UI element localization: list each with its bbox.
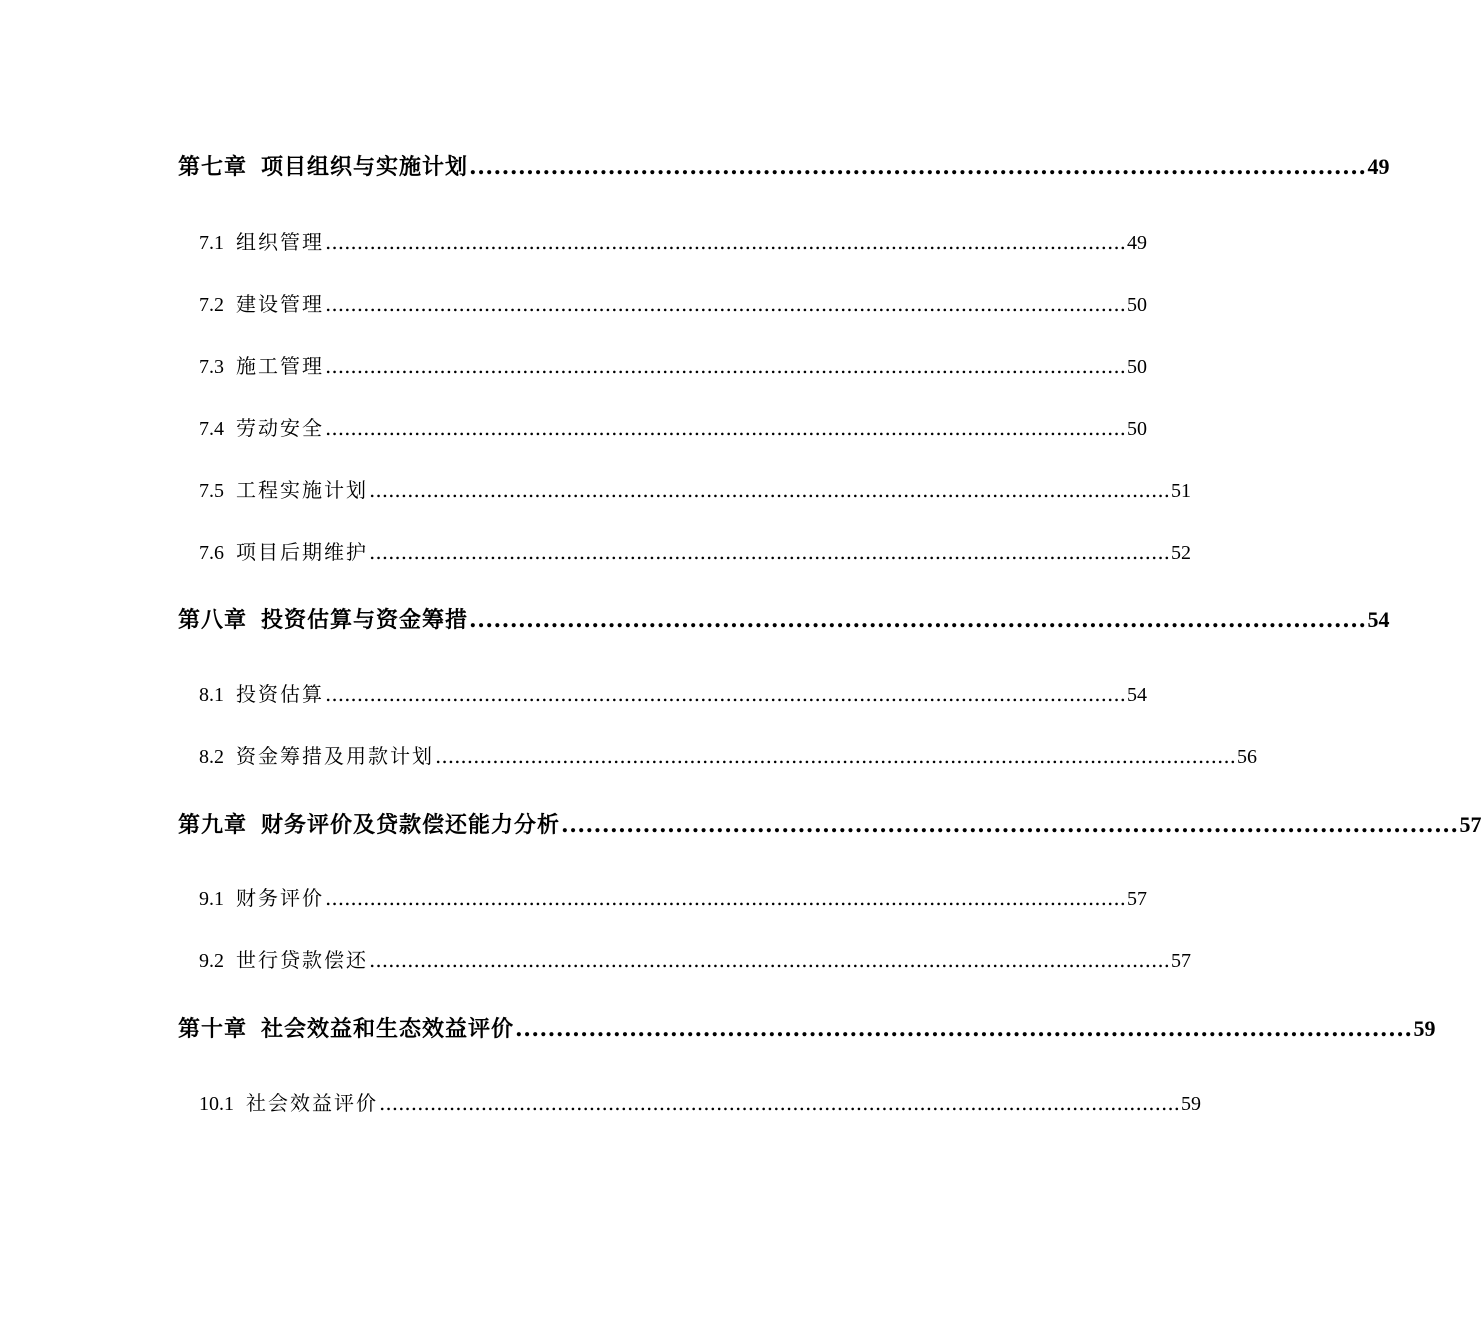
- section-number: 7.4: [199, 418, 224, 440]
- dot-leader: ..............................................................................................................................: [325, 354, 1127, 378]
- page-number: 50: [1127, 294, 1148, 316]
- section-number: 9.2: [199, 950, 224, 972]
- page-number: 57: [1171, 950, 1192, 972]
- section-title: 劳动安全: [236, 416, 324, 440]
- dot-leader: ..............................................................................................................................: [325, 292, 1127, 316]
- page-number: 57: [1127, 888, 1148, 910]
- page-number: 59: [1181, 1093, 1202, 1115]
- toc-chapter-9[interactable]: [178, 808, 1482, 839]
- page-number: 50: [1127, 418, 1148, 440]
- dot-leader: ..............................................................................................................................: [325, 682, 1127, 706]
- dot-leader: ..............................................................................................................................: [325, 230, 1127, 254]
- chapter-number: 第九章: [178, 812, 248, 838]
- page-number: 57: [1459, 812, 1482, 837]
- section-number: 10.1: [199, 1093, 234, 1115]
- chapter-number: 第十章: [178, 1016, 248, 1042]
- section-title: 建设管理: [236, 292, 324, 316]
- section-number: 7.1: [199, 232, 224, 254]
- dot-leader: ..............................................................................................................: [469, 607, 1367, 633]
- dot-leader: ..............................................................................................................................: [369, 948, 1171, 972]
- toc-chapter-8[interactable]: [178, 603, 1390, 634]
- toc-chapter-10[interactable]: [178, 1012, 1436, 1043]
- page-number: 49: [1127, 232, 1148, 254]
- chapter-title: 项目组织与实施计划: [261, 154, 469, 180]
- toc-section-9-2[interactable]: [199, 944, 1192, 973]
- toc-section-9-1[interactable]: [199, 882, 1148, 911]
- section-title: 社会效益评价: [246, 1091, 378, 1115]
- dot-leader: ..............................................................................................................................: [369, 478, 1171, 502]
- chapter-title: 投资估算与资金筹措: [261, 607, 469, 633]
- page-number: 59: [1413, 1016, 1436, 1041]
- chapter-number: 第八章: [178, 607, 248, 633]
- dot-leader: ..............................................................................................................................: [325, 416, 1127, 440]
- toc-section-7-2[interactable]: [199, 288, 1148, 317]
- chapter-title: 财务评价及贷款偿还能力分析: [261, 812, 561, 838]
- section-number: 8.1: [199, 684, 224, 706]
- section-title: 投资估算: [236, 682, 324, 706]
- section-number: 7.6: [199, 542, 224, 564]
- dot-leader: ..............................................................................................................: [469, 154, 1367, 180]
- dot-leader: ..............................................................................................................................: [379, 1091, 1181, 1115]
- toc-section-7-4[interactable]: [199, 412, 1148, 441]
- toc-section-7-1[interactable]: [199, 226, 1148, 255]
- dot-leader: ..............................................................................................................: [561, 812, 1459, 838]
- page-number: 49: [1367, 154, 1390, 179]
- section-title: 资金筹措及用款计划: [236, 744, 434, 768]
- section-title: 项目后期维护: [236, 540, 368, 564]
- toc-section-10-1[interactable]: [199, 1087, 1202, 1116]
- toc-section-7-5[interactable]: [199, 474, 1192, 503]
- chapter-title: 社会效益和生态效益评价: [261, 1016, 515, 1042]
- section-number: 7.2: [199, 294, 224, 316]
- page-number: 54: [1127, 684, 1148, 706]
- dot-leader: ..............................................................................................................................: [369, 540, 1171, 564]
- dot-leader: ..............................................................................................................................: [325, 886, 1127, 910]
- page-number: 54: [1367, 607, 1390, 632]
- section-number: 7.3: [199, 356, 224, 378]
- section-number: 7.5: [199, 480, 224, 502]
- toc-chapter-7[interactable]: [178, 150, 1390, 181]
- section-title: 世行贷款偿还: [236, 948, 368, 972]
- page-number: 50: [1127, 356, 1148, 378]
- section-title: 组织管理: [236, 230, 324, 254]
- chapter-number: 第七章: [178, 154, 248, 180]
- section-title: 工程实施计划: [236, 478, 368, 502]
- toc-section-7-3[interactable]: [199, 350, 1148, 379]
- toc-section-8-2[interactable]: [199, 740, 1258, 769]
- page-number: 56: [1237, 746, 1258, 768]
- page-number: 52: [1171, 542, 1192, 564]
- section-title: 财务评价: [236, 886, 324, 910]
- section-title: 施工管理: [236, 354, 324, 378]
- toc-section-8-1[interactable]: [199, 678, 1148, 707]
- toc-section-7-6[interactable]: [199, 536, 1192, 565]
- page-number: 51: [1171, 480, 1192, 502]
- section-number: 8.2: [199, 746, 224, 768]
- dot-leader: ..............................................................................................................: [515, 1016, 1413, 1042]
- section-number: 9.1: [199, 888, 224, 910]
- dot-leader: ..............................................................................................................................: [435, 744, 1237, 768]
